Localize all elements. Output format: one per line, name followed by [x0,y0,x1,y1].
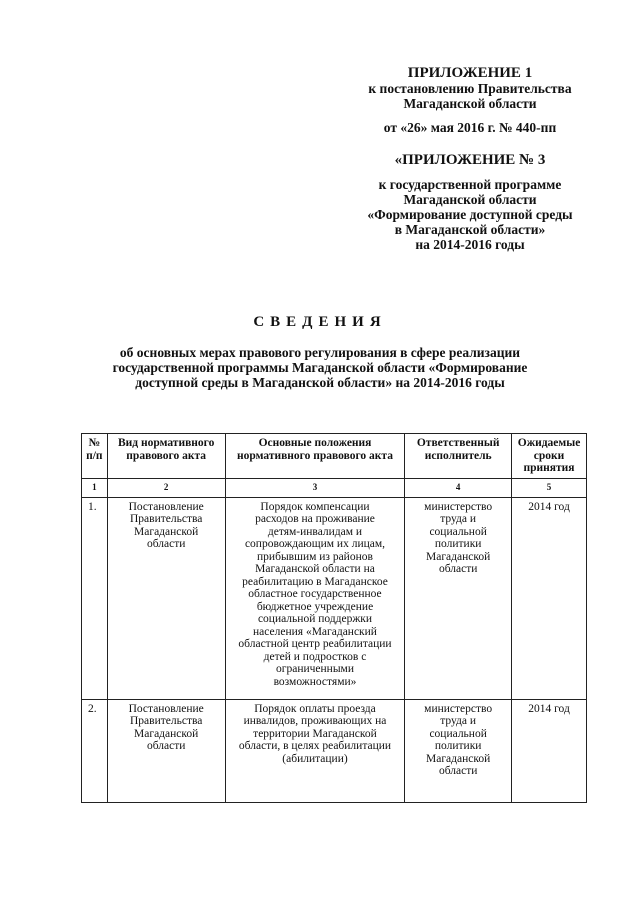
date-line: от «26» мая 2016 г. № 440-пп [383,120,557,135]
document-subtitle [60,345,580,390]
column-number: 5 [512,478,587,497]
executor: министерство труда и социальной политики Магаданской области [405,699,512,802]
column-number: 3 [225,478,405,497]
column-number-row [82,478,587,497]
subtitle-line: доступной среды в Магаданской области» на 2014-2016 годы [135,375,505,390]
resolution-line: к постановлению Правительства [368,81,572,96]
table-header-row [82,434,587,479]
document-title: СВЕДЕНИЯ [253,314,387,330]
act-provisions: Порядок компенсации расходов на проживание детям-инвалидам и сопровождающим их лицам, прибывшим из районов Магаданской области на реабилитацию в Магаданское областное государственное бюджетное учреждение социальной поддержки населения «Магаданский областной центр реабилитации детей и подростков с ограниченными возможностями» [225,497,405,699]
header-provisions: Основные положения нормативного правового акта [225,434,405,479]
deadline: 2014 год [512,497,587,699]
program-line: «Формирование доступной среды [367,207,573,222]
program-line: Магаданской области [403,192,537,207]
appendix-header [320,66,620,252]
table-row [82,699,587,802]
header-executor: Ответственный исполнитель [405,434,512,479]
program-line: к государственной программе [378,177,562,192]
table-row [82,497,587,699]
column-number: 2 [107,478,225,497]
appendix3-title: «ПРИЛОЖЕНИЕ № 3 [394,152,546,168]
program-line: на 2014-2016 годы [415,237,525,252]
column-number: 4 [405,478,512,497]
row-number: 1. [82,497,108,699]
program-line: в Магаданской области» [394,222,546,237]
act-type: Постановление Правительства Магаданской области [107,497,225,699]
row-number: 2. [82,699,108,802]
region-line: Магаданской области [403,96,537,111]
appendix-title: ПРИЛОЖЕНИЕ 1 [407,65,533,81]
column-number: 1 [82,478,108,497]
act-type: Постановление Правительства Магаданской области [107,699,225,802]
subtitle-line: об основных мерах правового регулирования в сфере реализации [119,345,521,360]
subtitle-line: государственной программы Магаданской области «Формирование [112,360,528,375]
executor: министерство труда и социальной политики Магаданской области [405,497,512,699]
header-deadline: Ожидаемые сроки принятия [512,434,587,479]
act-provisions: Порядок оплаты проезда инвалидов, проживающих на территории Магаданской области, в целях реабилитации (абилитации) [225,699,405,802]
measures-table [81,433,587,803]
header-number: № п/п [82,434,108,479]
deadline: 2014 год [512,699,587,802]
header-act-type: Вид нормативного правового акта [107,434,225,479]
